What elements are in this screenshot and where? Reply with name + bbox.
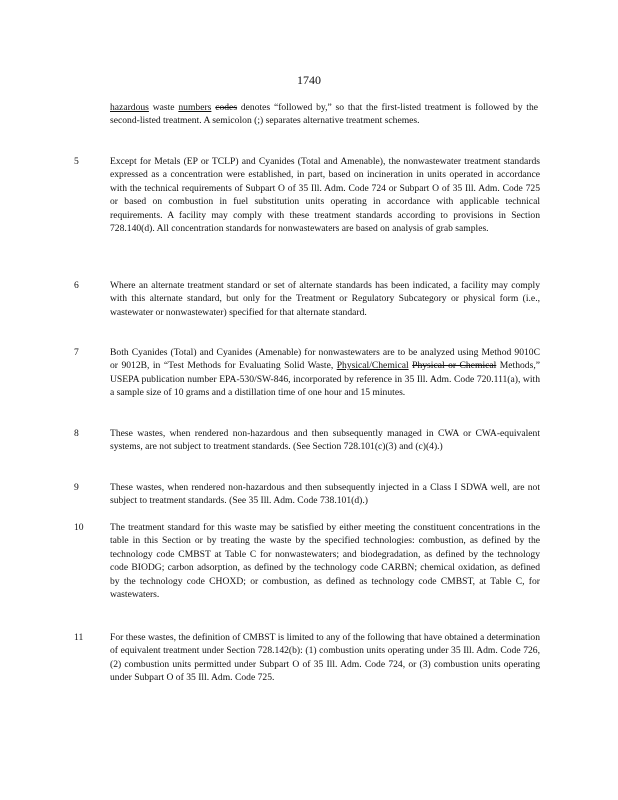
footnote-number: 11 (74, 632, 84, 643)
footnote-text: Except for Metals (EP or TCLP) and Cyanides (Total and Amenable), the nonwastewater treatment standards expressed as a concentration were established, in part, based on incineration in units operated in accordance with the technical requirements of Subpart O of 35 Ill. Adm. Code 724 or Subpart O of 35 Ill. Adm. Code 725 or based on combustion in fuel substitution units operating in accordance with applicable technical requirements. A facility may comply with these treatment standards according to provisions in Section 728.140(d). All concentration standards for nonwastewaters are based on analysis of grab samples. (110, 156, 540, 235)
footnote-text: These wastes, when rendered non-hazardous and then subsequently injected in a Class I SDWA well, are not subject to treatment standards. (See 35 Ill. Adm. Code 738.101(d).) (110, 482, 540, 507)
footnote (74, 631, 540, 685)
footnote-number: 10 (74, 522, 84, 533)
footnote (74, 155, 540, 235)
footnote-number: 8 (74, 428, 79, 439)
footnote-text: Where an alternate treatment standard or set of alternate standards has been indicated, a facility may comply with this alternate standard, but only for the Treatment or Regulatory Subcategory or physical form (i.e., wastewater or nonwastewater) specified for that alternate standard. (110, 280, 540, 318)
intro-paragraph (110, 101, 538, 128)
footnote-text-part: Both Cyanides (Total) and Cyanides (Amenable) for nonwastewaters are to be analyzed using Method 9010C or 9012B, in “Test Methods for Evaluating Solid Waste, (110, 347, 540, 372)
page-number: 1740 (297, 73, 321, 87)
intro-text: waste (148, 102, 179, 113)
footnote-number: 6 (74, 280, 79, 291)
footnote-number: 9 (74, 482, 79, 493)
underlined-insertion: hazardous (110, 102, 149, 113)
footnote-number: 7 (74, 347, 79, 358)
underlined-insertion: numbers (178, 102, 212, 113)
footnote (74, 427, 540, 454)
footnote (74, 521, 540, 601)
footnote (74, 346, 540, 400)
footnote-text: For these wastes, the definition of CMBST is limited to any of the following that have obtained a determination of equivalent treatment under Section 728.142(b): (1) combustion units operating under 35 Ill. Adm. Code 726, (2) combustion units permitted under Subpart O of 35 Ill. Adm. Code 724, or (3) combustion units operating under Subpart O of 35 Ill. Adm. Code 725. (110, 632, 540, 684)
footnote-text: The treatment standard for this waste may be satisfied by either meeting the constituent concentrations in the table in this Section or by treating the waste by the specified technologies: combustion, as defined by the technology code CMBST at Table C for nonwastewaters; and biodegradation, as defined by the technology code BIODG; carbon adsorption, as defined by the technology code CARBN; chemical oxidation, as defined by the technology code CHOXD; or combustion, as defined as technology code CMBST, at Table C, for wastewaters. (110, 522, 540, 601)
underlined-insertion: Physical/Chemical (336, 360, 409, 372)
footnote (74, 279, 540, 319)
struck-deletion: Physical or Chemical (412, 360, 497, 372)
footnote-text: These wastes, when rendered non-hazardous and then subsequently managed in CWA or CWA-equivalent systems, are not subject to treatment standards. (See Section 728.101(c)(3) and (c)(4).) (110, 428, 540, 453)
struck-deletion: codes (215, 102, 238, 113)
footnote-text (110, 346, 540, 400)
footnote-text-part: Methods,” USEPA publication number EPA-530/SW-846, incorporated by reference in 35 Ill. Adm. Code 720.111(a), with a sample size of 10 grams and a distillation time of one hour and 15 minutes. (110, 360, 540, 399)
footnote (74, 481, 540, 508)
footnote-number: 5 (74, 156, 79, 167)
intro-text: denotes “followed by,” so that the first-listed treatment is followed by the second-listed treatment. A semicolon (;) separates alternative treatment schemes. (110, 102, 539, 127)
